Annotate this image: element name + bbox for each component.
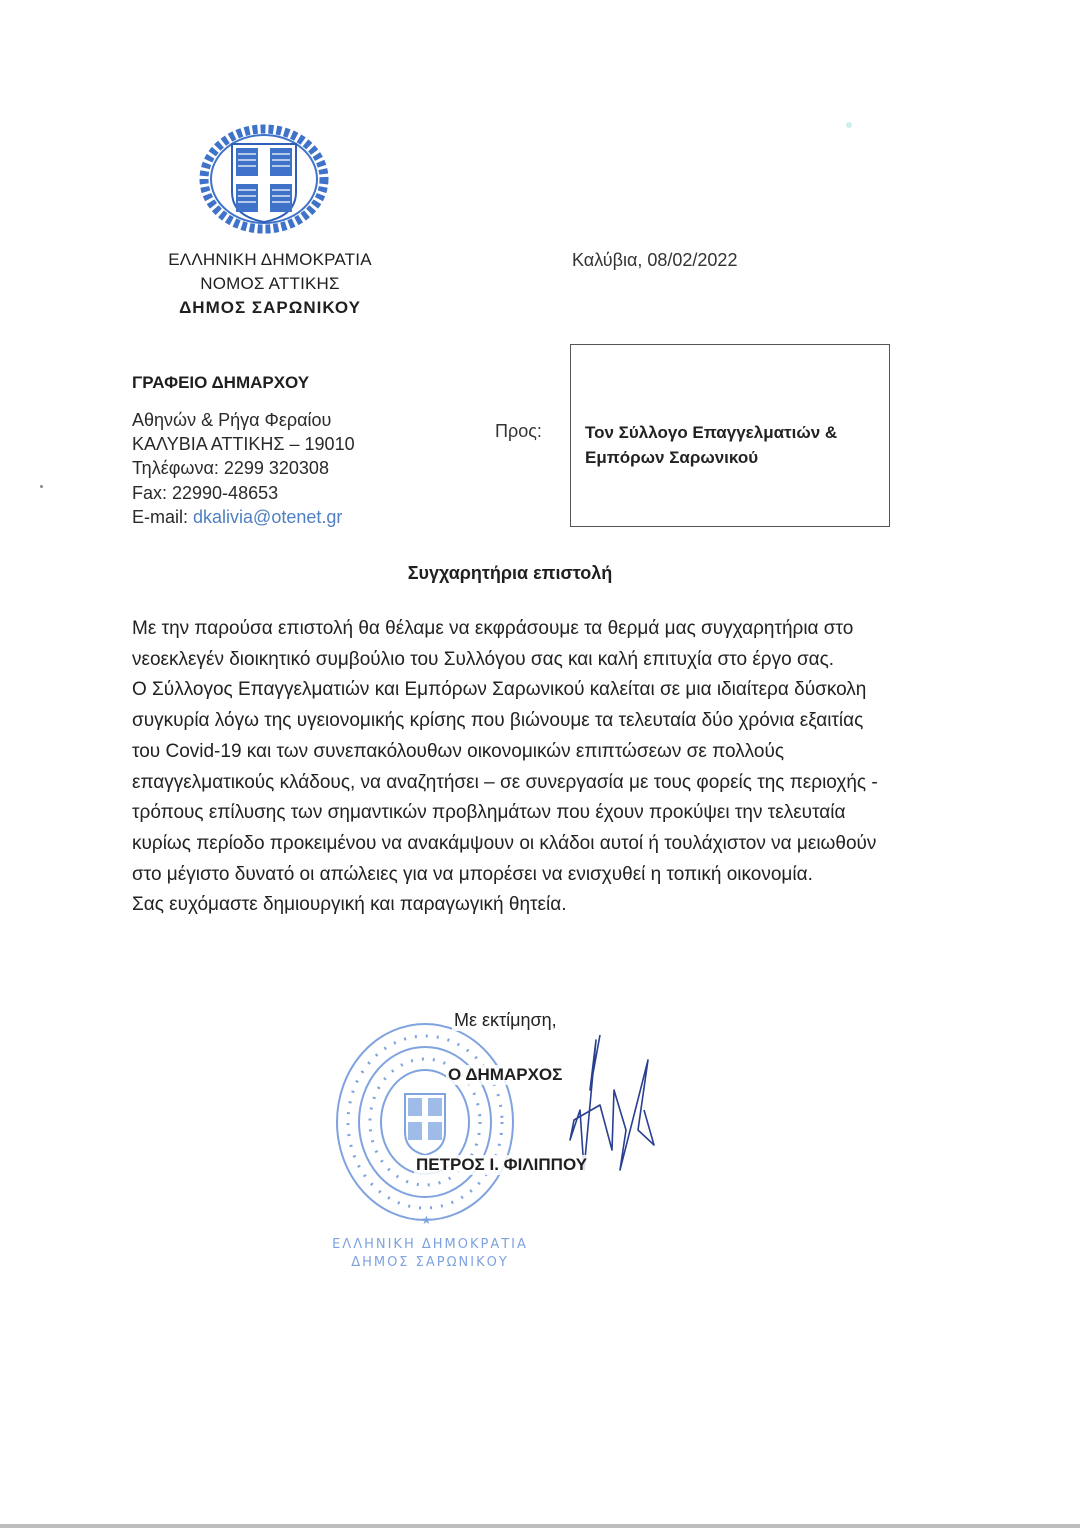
greek-coat-of-arms-icon (196, 122, 332, 236)
stamp-inner-text: ΔΗΜΟΣ ΣΑΡΩΝΙΚΟΥ (351, 1255, 509, 1270)
body-paragraph-3: Σας ευχόμαστε δημιουργική και παραγωγική θητεία. (132, 894, 567, 916)
closing-salutation: Με εκτίμηση, (454, 1010, 557, 1030)
fax-line: Fax: 22990-48653 (132, 483, 279, 503)
recipient-line-1: Τον Σύλλογο Επαγγελματιών & (585, 423, 838, 442)
page-bottom-edge (0, 1524, 1080, 1528)
scan-dot (40, 485, 43, 488)
email-label: E-mail: (132, 507, 194, 527)
signoff-block (416, 1010, 660, 1175)
svg-text:★: ★ (421, 1213, 432, 1227)
office-title: ΓΡΑΦΕΙΟ ΔΗΜΑΡΧΟΥ (132, 373, 310, 392)
recipient-label: Προς: (495, 421, 542, 441)
scan-speck (846, 122, 852, 128)
date-line: Καλύβια, 08/02/2022 (572, 250, 738, 270)
recipient-address (585, 420, 837, 470)
recipient-line-2: Εμπόρων Σαρωνικού (585, 448, 759, 467)
body-paragraph-2: Ο Σύλλογος Επαγγελματιών και Εμπόρων Σαρωνικού καλείται σε μια ιδιαίτερα δύσκολη συγκυρία λόγω της υγειονομικής κρίσης που βιώνουμε τα τελευταία δύο χρόνια εξαιτίας του Covid-19 και των συνεπακόλουθων οικονομικών επιπτώσεων σε πολλούς επαγγελματικούς κλάδους, να αναζητήσει – σε συνεργασία με τους φορείς της περιοχής - τρόπους επίλυσης των σημαντικών προβλημάτων που έχουν προκύψει την τελευταία κυρίως περίοδο προκειμένου να ανακάμψουν οι κλάδοι αυτοί ή τουλάχιστον να μειωθούν στο μέγιστο δυνατό οι απώλειες για να μπορέσει να ενισχυθεί η τοπική οικονομία. (132, 679, 878, 885)
letterhead-prefecture: ΝΟΜΟΣ ΑΤΤΙΚΗΣ (200, 274, 340, 293)
phone-line: Τηλέφωνα: 2299 320308 (132, 458, 329, 478)
stamp-legend (300, 1236, 560, 1272)
stamp-outer-text: ΕΛΛΗΝΙΚΗ ΔΗΜΟΚΡΑΤΙΑ (332, 1237, 528, 1252)
letter-body (132, 614, 890, 921)
recipient-box (570, 344, 890, 527)
letterhead-country: ΕΛΛΗΝΙΚΗ ΔΗΜΟΚΡΑΤΙΑ (168, 250, 372, 269)
address-line-1: Αθηνών & Ρήγα Φεραίου (132, 410, 332, 430)
letter-subject: Συγχαρητήρια επιστολή (407, 563, 613, 583)
address-line-2: ΚΑΛΥΒΙΑ ΑΤΤΙΚΗΣ – 19010 (132, 434, 355, 454)
signatory-title: Ο ΔΗΜΑΡΧΟΣ (448, 1065, 563, 1084)
letterhead-municipality: ΔΗΜΟΣ ΣΑΡΩΝΙΚΟΥ (179, 298, 361, 317)
email-line (132, 507, 342, 528)
body-paragraph-1: Με την παρούσα επιστολή θα θέλαμε να εκφράσουμε τα θερμά μας συγχαρητήρια στο νεοεκλεγέν διοικητικό συμβούλιο του Συλλόγου σας και καλή επιτυχία στο έργο σας. (132, 618, 854, 670)
email-link[interactable]: dkalivia@otenet.gr (193, 507, 343, 527)
signatory-name: ΠΕΤΡΟΣ Ι. ΦΙΛΙΠΠΟΥ (416, 1155, 588, 1174)
